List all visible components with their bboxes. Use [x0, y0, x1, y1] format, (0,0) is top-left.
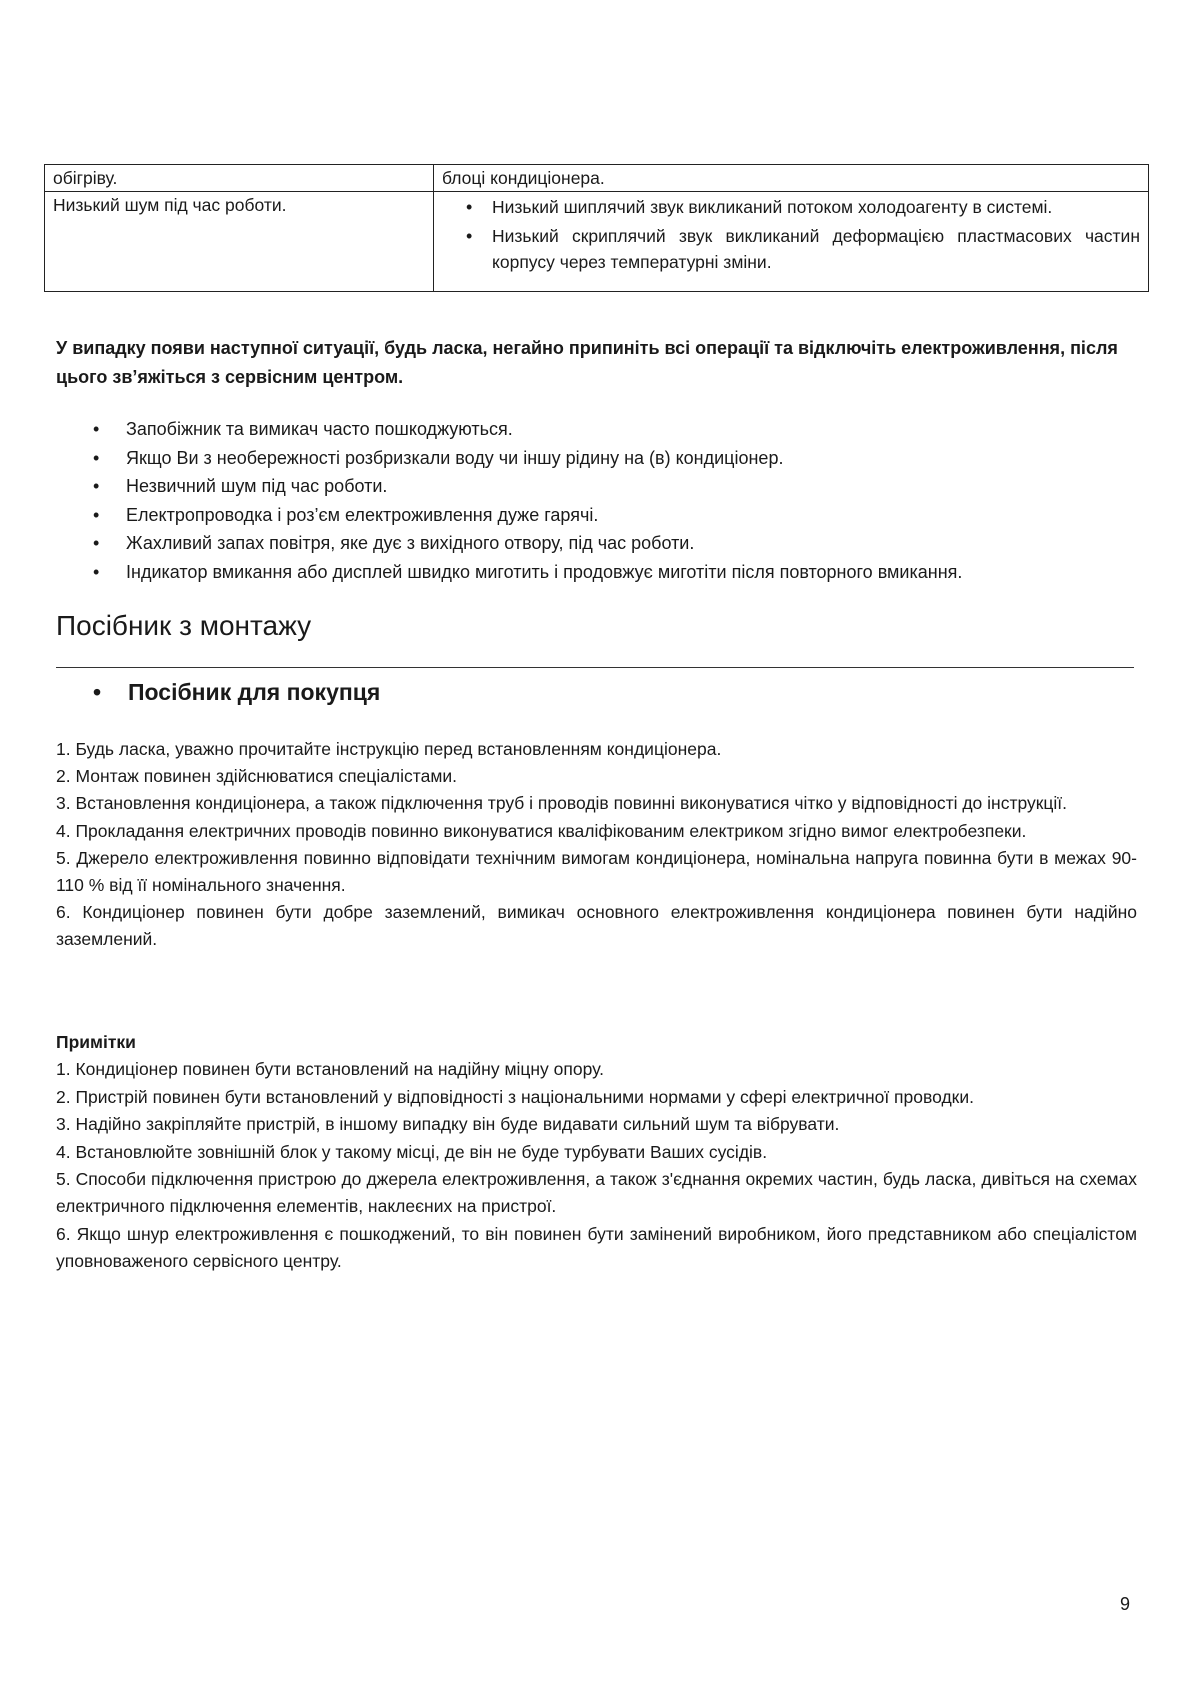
subheading-text: Посібник для покупця — [128, 679, 381, 705]
note-item: 1. Кондиціонер повинен бути встановлений на надійну міцну опору. — [56, 1059, 604, 1080]
page-number: 9 — [1120, 1594, 1131, 1614]
bullet-icon: • — [93, 679, 102, 705]
table-row — [45, 165, 1149, 192]
warning-list — [56, 415, 1146, 587]
note-item: 2. Пристрій повинен бути встановлений у відповідності з національними нормами у сфері електричної проводки. — [56, 1086, 974, 1107]
list-item: • Електропроводка і роз’єм електроживлення дуже гарячі. — [56, 501, 1146, 530]
table-cell-symptom: обігріву. — [45, 165, 434, 192]
note-item: 5. Способи підключення пристрою до джерела електроживлення, а також з'єднання окремих частин, будь ласка, дивіться на схемах електричного підключення елементів, наклеєних на пристрої. — [56, 1169, 1137, 1217]
section-title: Посібник з монтажу — [56, 610, 312, 641]
table-cell-cause: блоці кондиціонера. — [434, 165, 1149, 192]
list-item: • Незвичний шум під час роботи. — [56, 472, 1146, 501]
cause-item: • Низький скриплячий звук викликаний деформацією пластмасових частин корпусу через температурні зміни. — [492, 223, 1140, 275]
table-cell-cause — [434, 192, 1149, 292]
step-item: 4. Прокладання електричних проводів повинно виконуватися кваліфікованим електриком згідно вимог електробезпеки. — [56, 820, 1027, 841]
note-item: 4. Встановлюйте зовнішній блок у такому місці, де він не буде турбувати Ваших сусідів. — [56, 1141, 768, 1162]
step-item: 6. Кондиціонер повинен бути добре заземлений, вимикач основного електроживлення кондиціонера повинен бути надійно заземлений. — [56, 902, 1137, 950]
list-item: • Запобіжник та вимикач часто пошкоджуються. — [56, 415, 1146, 444]
cause-list — [442, 194, 1140, 275]
step-item: 2. Монтаж повинен здійснюватися спеціалістами. — [56, 766, 458, 787]
note-item: 3. Надійно закріпляйте пристрій, в іншому випадку він буде видавати сильний шум та вібрувати. — [56, 1114, 840, 1135]
installation-steps — [56, 736, 1137, 954]
step-item: 3. Встановлення кондиціонера, а також підключення труб і проводів повинні виконуватися чітко у відповідності до інструкції. — [56, 793, 1068, 814]
table-cell-symptom: Низький шум під час роботи. — [45, 192, 434, 292]
step-item: 5. Джерело електроживлення повинно відповідати технічним вимогам кондиціонера, номінальна напруга повинна бути в межах 90-110 % від її номінального значення. — [56, 847, 1137, 896]
warning-paragraph: У випадку появи наступної ситуації, будь ласка, негайно припиніть всі операції та відключіть електроживлення, після цього зв’яжіться з сервісним центром. — [56, 338, 1118, 387]
cause-item: • Низький шиплячий звук викликаний потоком холодоагенту в системі. — [492, 194, 1140, 220]
step-item: 1. Будь ласка, уважно прочитайте інструкцію перед встановленням кондиціонера. — [56, 739, 722, 759]
list-item: • Жахливий запах повітря, яке дує з вихідного отвору, під час роботи. — [56, 529, 1146, 558]
list-item: • Якщо Ви з необережності розбризкали воду чи іншу рідину на (в) кондиціонер. — [56, 444, 1146, 473]
list-item: • Індикатор вмикання або дисплей швидко миготить і продовжує миготіти після повторного вмикання. — [56, 558, 1146, 587]
troubleshooting-table — [44, 164, 1149, 292]
section-divider — [56, 667, 1134, 668]
notes-section — [56, 1029, 1137, 1276]
note-item: 6. Якщо шнур електроживлення є пошкоджений, то він повинен бути замінений виробником, його представником або спеціалістом уповноваженого сервісного центру. — [56, 1223, 1137, 1272]
table-row — [45, 192, 1149, 292]
notes-title: Примітки — [56, 1032, 136, 1052]
